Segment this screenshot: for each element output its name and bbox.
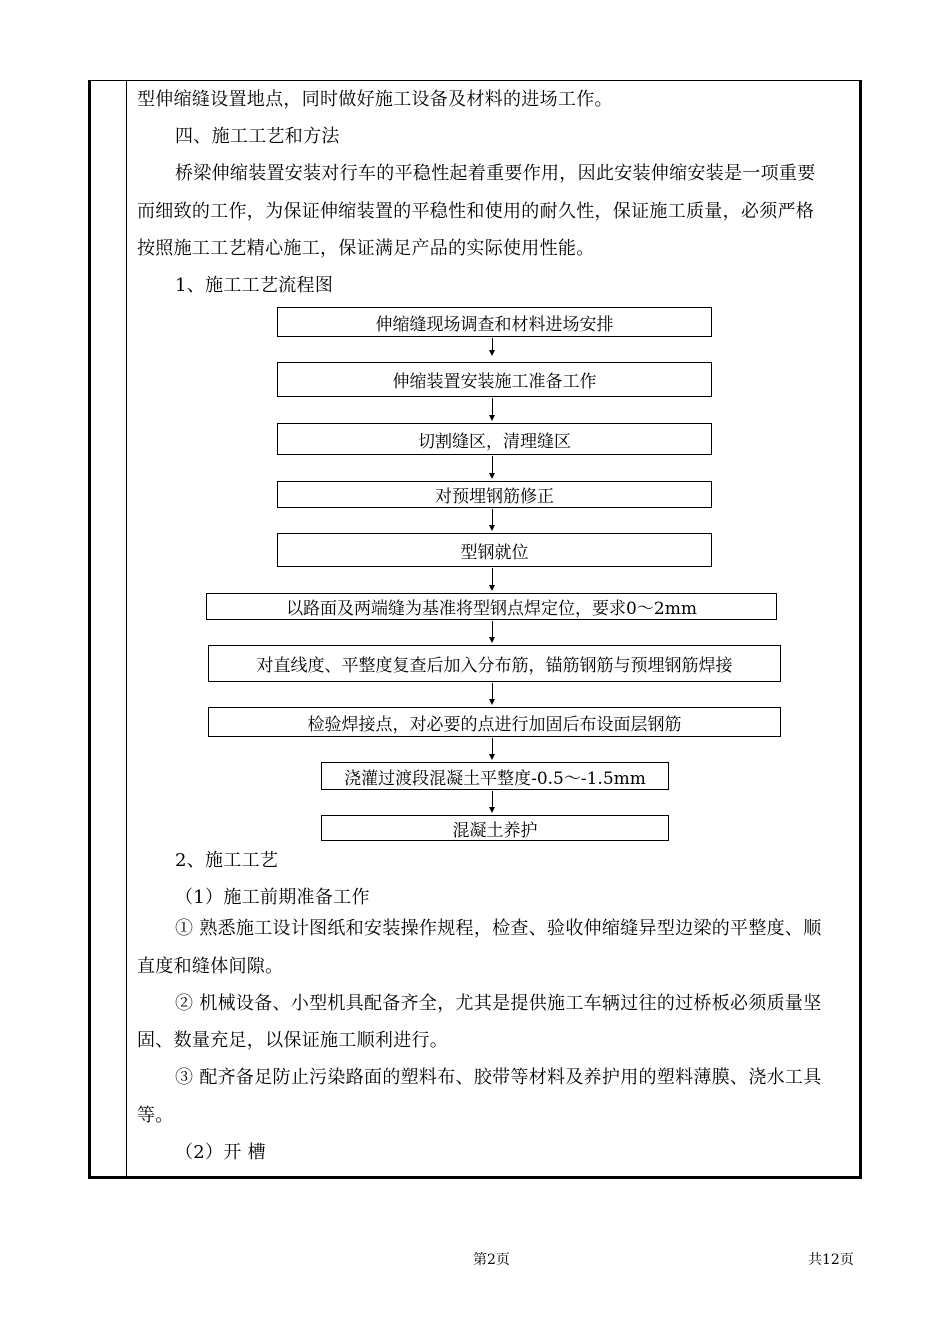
section-heading: 四、施工工艺和方法 bbox=[175, 126, 340, 147]
flow-step: 以路面及两端缝为基准将型钢点焊定位，要求0～2mm bbox=[206, 593, 777, 620]
flow-step: 伸缩缝现场调查和材料进场安排 bbox=[277, 307, 712, 337]
paragraph-line: ① 熟悉施工设计图纸和安装操作规程，检查、验收伸缩缝异型边梁的平整度、顺 bbox=[175, 918, 822, 939]
flow-step: 对预埋钢筋修正 bbox=[277, 481, 712, 508]
paragraph-line: 型伸缩缝设置地点，同时做好施工设备及材料的进场工作。 bbox=[137, 89, 613, 110]
subsection-heading: 1、施工工艺流程图 bbox=[175, 275, 334, 296]
flow-step: 检验焊接点，对必要的点进行加固后布设面层钢筋 bbox=[208, 707, 781, 737]
flow-step: 对直线度、平整度复查后加入分布筋，锚筋钢筋与预埋钢筋焊接 bbox=[208, 645, 781, 682]
subsection-heading: 2、施工工艺 bbox=[175, 850, 279, 871]
column-divider bbox=[126, 80, 127, 1179]
paragraph-line: 而细致的工作，为保证伸缩装置的平稳性和使用的耐久性，保证施工质量，必须严格 bbox=[137, 201, 815, 222]
paragraph-line: 直度和缝体间隙。 bbox=[137, 956, 284, 977]
flow-step: 混凝土养护 bbox=[321, 815, 669, 841]
page-total: 共12页 bbox=[808, 1252, 854, 1268]
subsection-heading: （2）开 槽 bbox=[175, 1142, 266, 1163]
paragraph-line: 按照施工工艺精心施工，保证满足产品的实际使用性能。 bbox=[137, 238, 595, 259]
paragraph-line: ③ 配齐备足防止污染路面的塑料布、胶带等材料及养护用的塑料薄膜、浇水工具 bbox=[175, 1067, 822, 1088]
flow-step: 浇灌过渡段混凝土平整度-0.5～-1.5mm bbox=[321, 762, 669, 790]
page-number: 第2页 bbox=[473, 1252, 510, 1268]
flow-step: 伸缩装置安装施工准备工作 bbox=[277, 362, 712, 397]
paragraph-line: 等。 bbox=[137, 1105, 174, 1126]
paragraph-line: 桥梁伸缩装置安装对行车的平稳性起着重要作用，因此安装伸缩安装是一项重要 bbox=[175, 163, 816, 184]
flow-step: 型钢就位 bbox=[277, 533, 712, 567]
paragraph-line: 固、数量充足，以保证施工顺利进行。 bbox=[137, 1030, 449, 1051]
paragraph-line: ② 机械设备、小型机具配备齐全，尤其是提供施工车辆过往的过桥板必须质量坚 bbox=[175, 993, 822, 1014]
subsection-heading: （1）施工前期准备工作 bbox=[175, 887, 370, 908]
flow-step: 切割缝区，清理缝区 bbox=[277, 423, 712, 455]
